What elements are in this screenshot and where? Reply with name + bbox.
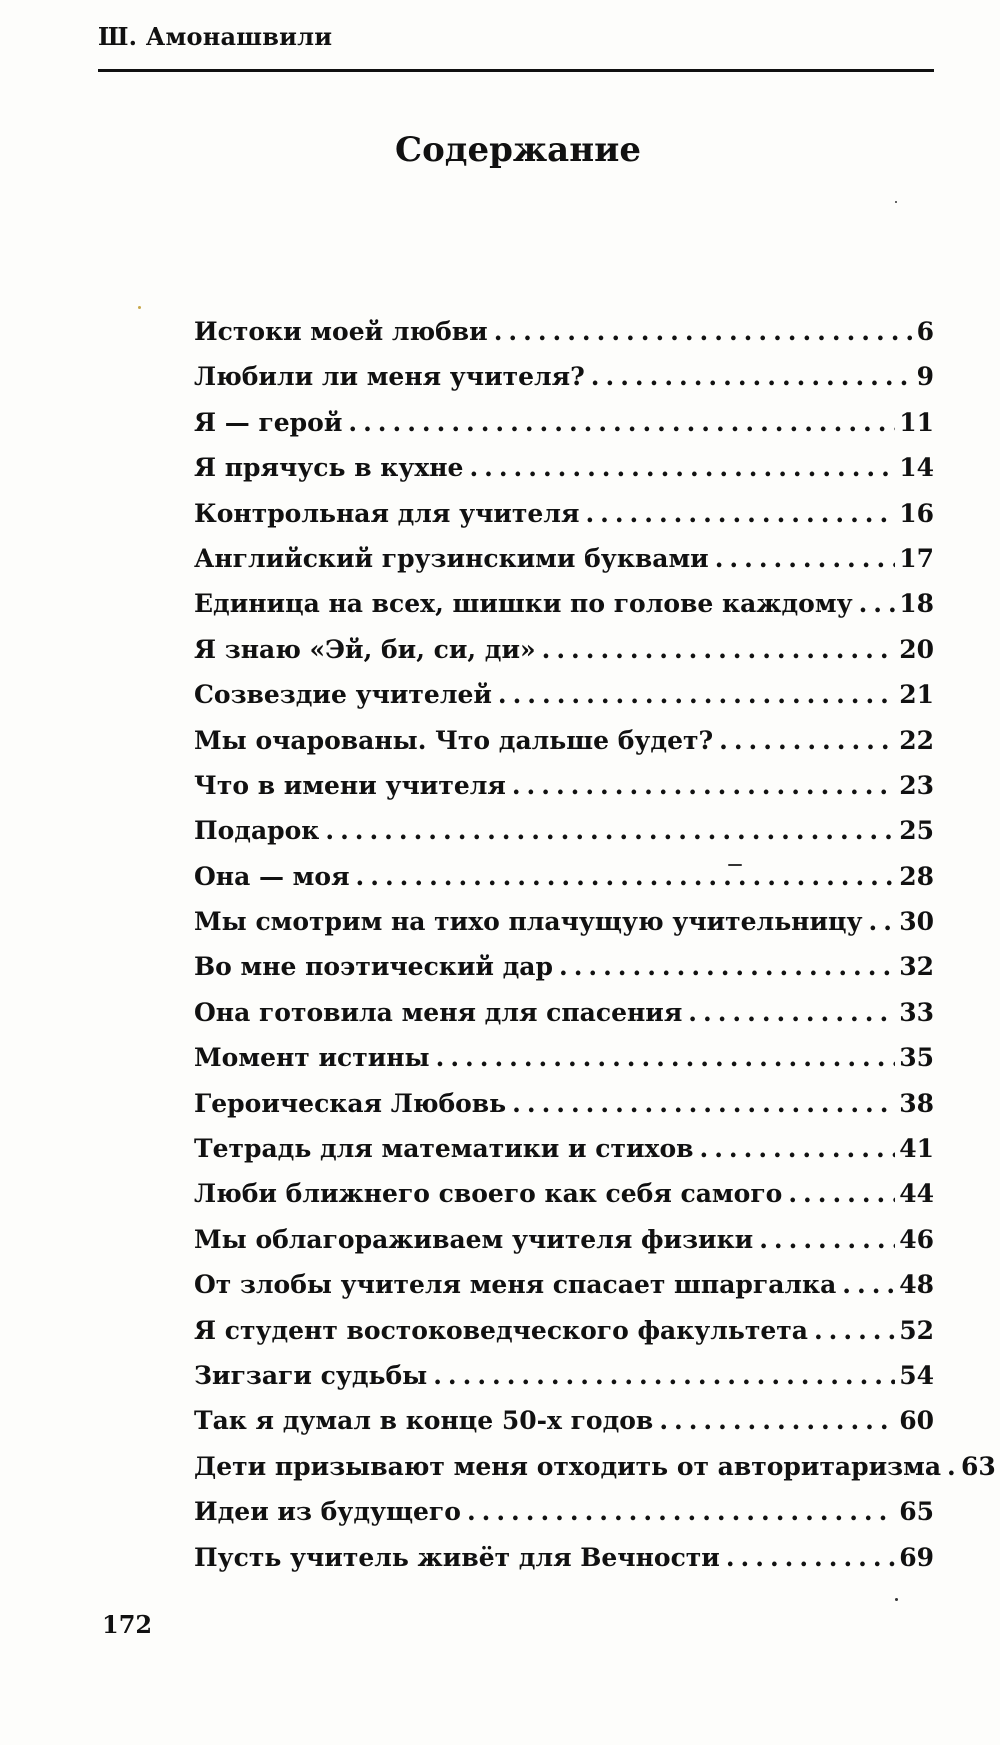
- toc-dot-leader: [726, 1543, 895, 1572]
- toc-entry: [194, 544, 934, 589]
- toc-dot-leader: [512, 771, 895, 800]
- toc-entry-title: Зигзаги судьбы: [194, 1360, 428, 1390]
- toc-entry-title: Контрольная для учителя: [194, 498, 580, 528]
- toc-entry-page: 46: [899, 1224, 934, 1254]
- toc-entry-title: Момент истины: [194, 1043, 430, 1073]
- toc-dot-leader: [719, 726, 895, 755]
- toc-entry-title: Люби ближнего своего как себя самого: [194, 1179, 783, 1209]
- toc-entry: [194, 1543, 934, 1588]
- toc-entry: [194, 453, 934, 498]
- toc-dot-leader: [512, 1089, 895, 1118]
- toc-dot-leader: [498, 680, 895, 709]
- toc-entry: [194, 862, 934, 907]
- toc-dot-leader: [494, 317, 913, 346]
- toc-entry-page: 48: [899, 1270, 934, 1300]
- toc-dot-leader: [814, 1316, 895, 1345]
- toc-entry: [194, 771, 934, 816]
- toc-entry-page: 6: [916, 317, 934, 346]
- toc-entry: [194, 1316, 934, 1361]
- toc-entry-title: Я прячусь в кухне: [194, 453, 464, 483]
- toc-entry-page: 23: [899, 770, 934, 800]
- toc-entry: [194, 1089, 934, 1134]
- toc-entry-title: От злобы учителя меня спасает шпаргалка: [194, 1270, 837, 1300]
- toc-entry: [194, 1497, 934, 1542]
- toc-dot-leader: [842, 1270, 895, 1299]
- toc-entry: [194, 362, 934, 407]
- toc-entry-title: Идеи из будущего: [194, 1497, 461, 1527]
- running-head-author: Ш. Амонашвили: [98, 22, 333, 51]
- toc-dot-leader: [559, 952, 895, 981]
- toc-entry-page: 32: [899, 952, 934, 982]
- toc-entry-page: 22: [899, 725, 934, 755]
- toc-dot-leader: [659, 1406, 895, 1435]
- toc-entry-page: 9: [916, 362, 934, 392]
- page-title: Содержание: [395, 130, 641, 170]
- toc-dot-leader: [788, 1179, 895, 1208]
- toc-entry: [194, 1179, 934, 1224]
- toc-entry: [194, 1225, 934, 1270]
- page-number: 172: [102, 1610, 153, 1639]
- toc-entry-title: Она готовила меня для спасения: [194, 997, 683, 1027]
- toc-entry-page: 65: [899, 1497, 934, 1527]
- toc-dot-leader: [688, 998, 895, 1027]
- toc-dot-leader: [715, 544, 896, 573]
- toc-entry: [194, 680, 934, 725]
- toc-entry-page: 54: [899, 1360, 934, 1390]
- toc-entry-page: 11: [899, 407, 934, 437]
- toc-entry-page: 28: [899, 861, 934, 891]
- toc-entry: [194, 1451, 996, 1497]
- toc-entry-page: 41: [899, 1134, 934, 1164]
- toc-entry-page: 63: [961, 1451, 996, 1481]
- toc-entry: [194, 635, 934, 680]
- toc-entry: [194, 317, 934, 362]
- toc-entry-title: Так я думал в конце 50-х годов: [194, 1406, 654, 1436]
- toc-entry-page: 25: [899, 816, 934, 846]
- toc-dot-leader: [542, 635, 896, 664]
- toc-entry-page: 35: [899, 1043, 934, 1073]
- toc-entry-title: Я — герой: [194, 407, 343, 437]
- toc-dot-leader: [859, 589, 896, 618]
- toc-entry-title: Мы очарованы. Что дальше будет?: [194, 725, 714, 755]
- toc-entry: [194, 952, 934, 997]
- toc-entry-title: Созвездие учителей: [194, 680, 492, 710]
- toc-dot-leader: [469, 453, 895, 482]
- toc-entry: [194, 1270, 934, 1315]
- toc-entry: [194, 499, 934, 544]
- toc-entry: [194, 1043, 934, 1088]
- toc-entry-page: 17: [899, 543, 934, 573]
- toc-entry-page: 30: [899, 907, 934, 937]
- toc-entry-page: 60: [899, 1406, 934, 1436]
- toc-entry-title: Единица на всех, шишки по голове каждому: [194, 589, 853, 619]
- toc-entry-title: Тетрадь для математики и стихов: [194, 1134, 694, 1164]
- toc-entry-title: Во мне поэтический дар: [194, 952, 553, 982]
- toc-entry: [194, 907, 934, 952]
- toc-entry: [194, 408, 934, 453]
- toc-entry-title: Пусть учитель живёт для Вечности: [194, 1542, 720, 1572]
- toc-dot-leader: [325, 816, 895, 845]
- toc-dot-leader: [467, 1497, 895, 1526]
- toc-entry-title: Английский грузинскими буквами: [194, 543, 709, 573]
- toc-entry-page: 21: [899, 680, 934, 710]
- toc-entry-page: 52: [899, 1315, 934, 1345]
- scan-speck: [895, 201, 897, 203]
- toc-entry: [194, 589, 934, 634]
- toc-entry: [194, 998, 934, 1043]
- toc-entry-title: Подарок: [194, 816, 320, 846]
- toc-entry: [194, 1134, 934, 1179]
- scan-speck: [895, 1598, 898, 1601]
- toc-entry-page: 33: [899, 997, 934, 1027]
- header-rule: [98, 69, 934, 72]
- toc-entry-page: 18: [899, 589, 934, 619]
- toc-entry: [194, 726, 934, 771]
- toc-entry-title: Истоки моей любви: [194, 317, 488, 346]
- toc-entry-page: 44: [899, 1179, 934, 1209]
- toc-entry-title: Мы облагораживаем учителя физики: [194, 1224, 754, 1254]
- toc-entry-page: 38: [899, 1088, 934, 1118]
- toc-entry-page: 16: [899, 498, 934, 528]
- toc-entry-page: 20: [899, 634, 934, 664]
- toc-dot-leader: [591, 362, 913, 391]
- toc-dot-leader: [356, 862, 896, 891]
- toc-dot-leader: [700, 1134, 896, 1163]
- toc-entry-title: Любили ли меня учителя?: [194, 362, 585, 392]
- toc-entry: [194, 816, 934, 861]
- toc-entry: [194, 1361, 934, 1406]
- toc-dot-leader: [868, 907, 895, 936]
- scan-speck: [138, 306, 141, 309]
- table-of-contents: [194, 317, 996, 1588]
- scan-speck: [728, 864, 742, 866]
- toc-entry-title: Мы смотрим на тихо плачущую учительницу: [194, 907, 863, 937]
- toc-entry-title: Что в имени учителя: [194, 770, 506, 800]
- toc-entry: [194, 1406, 934, 1451]
- toc-entry-title: Героическая Любовь: [194, 1088, 507, 1118]
- toc-dot-leader: [433, 1361, 895, 1390]
- toc-entry-page: 14: [899, 453, 934, 483]
- toc-dot-leader: [947, 1452, 957, 1481]
- toc-dot-leader: [585, 499, 895, 528]
- toc-entry-title: Я студент востоковедческого факультета: [194, 1315, 808, 1345]
- toc-dot-leader: [348, 408, 895, 437]
- toc-dot-leader: [759, 1225, 895, 1254]
- toc-entry-title: Она — моя: [194, 861, 350, 891]
- toc-entry-page: 69: [899, 1542, 934, 1572]
- toc-entry-title: Я знаю «Эй, би, си, ди»: [194, 634, 536, 664]
- toc-dot-leader: [436, 1043, 896, 1072]
- toc-entry-title: Дети призывают меня отходить от авторитаризма: [194, 1451, 942, 1481]
